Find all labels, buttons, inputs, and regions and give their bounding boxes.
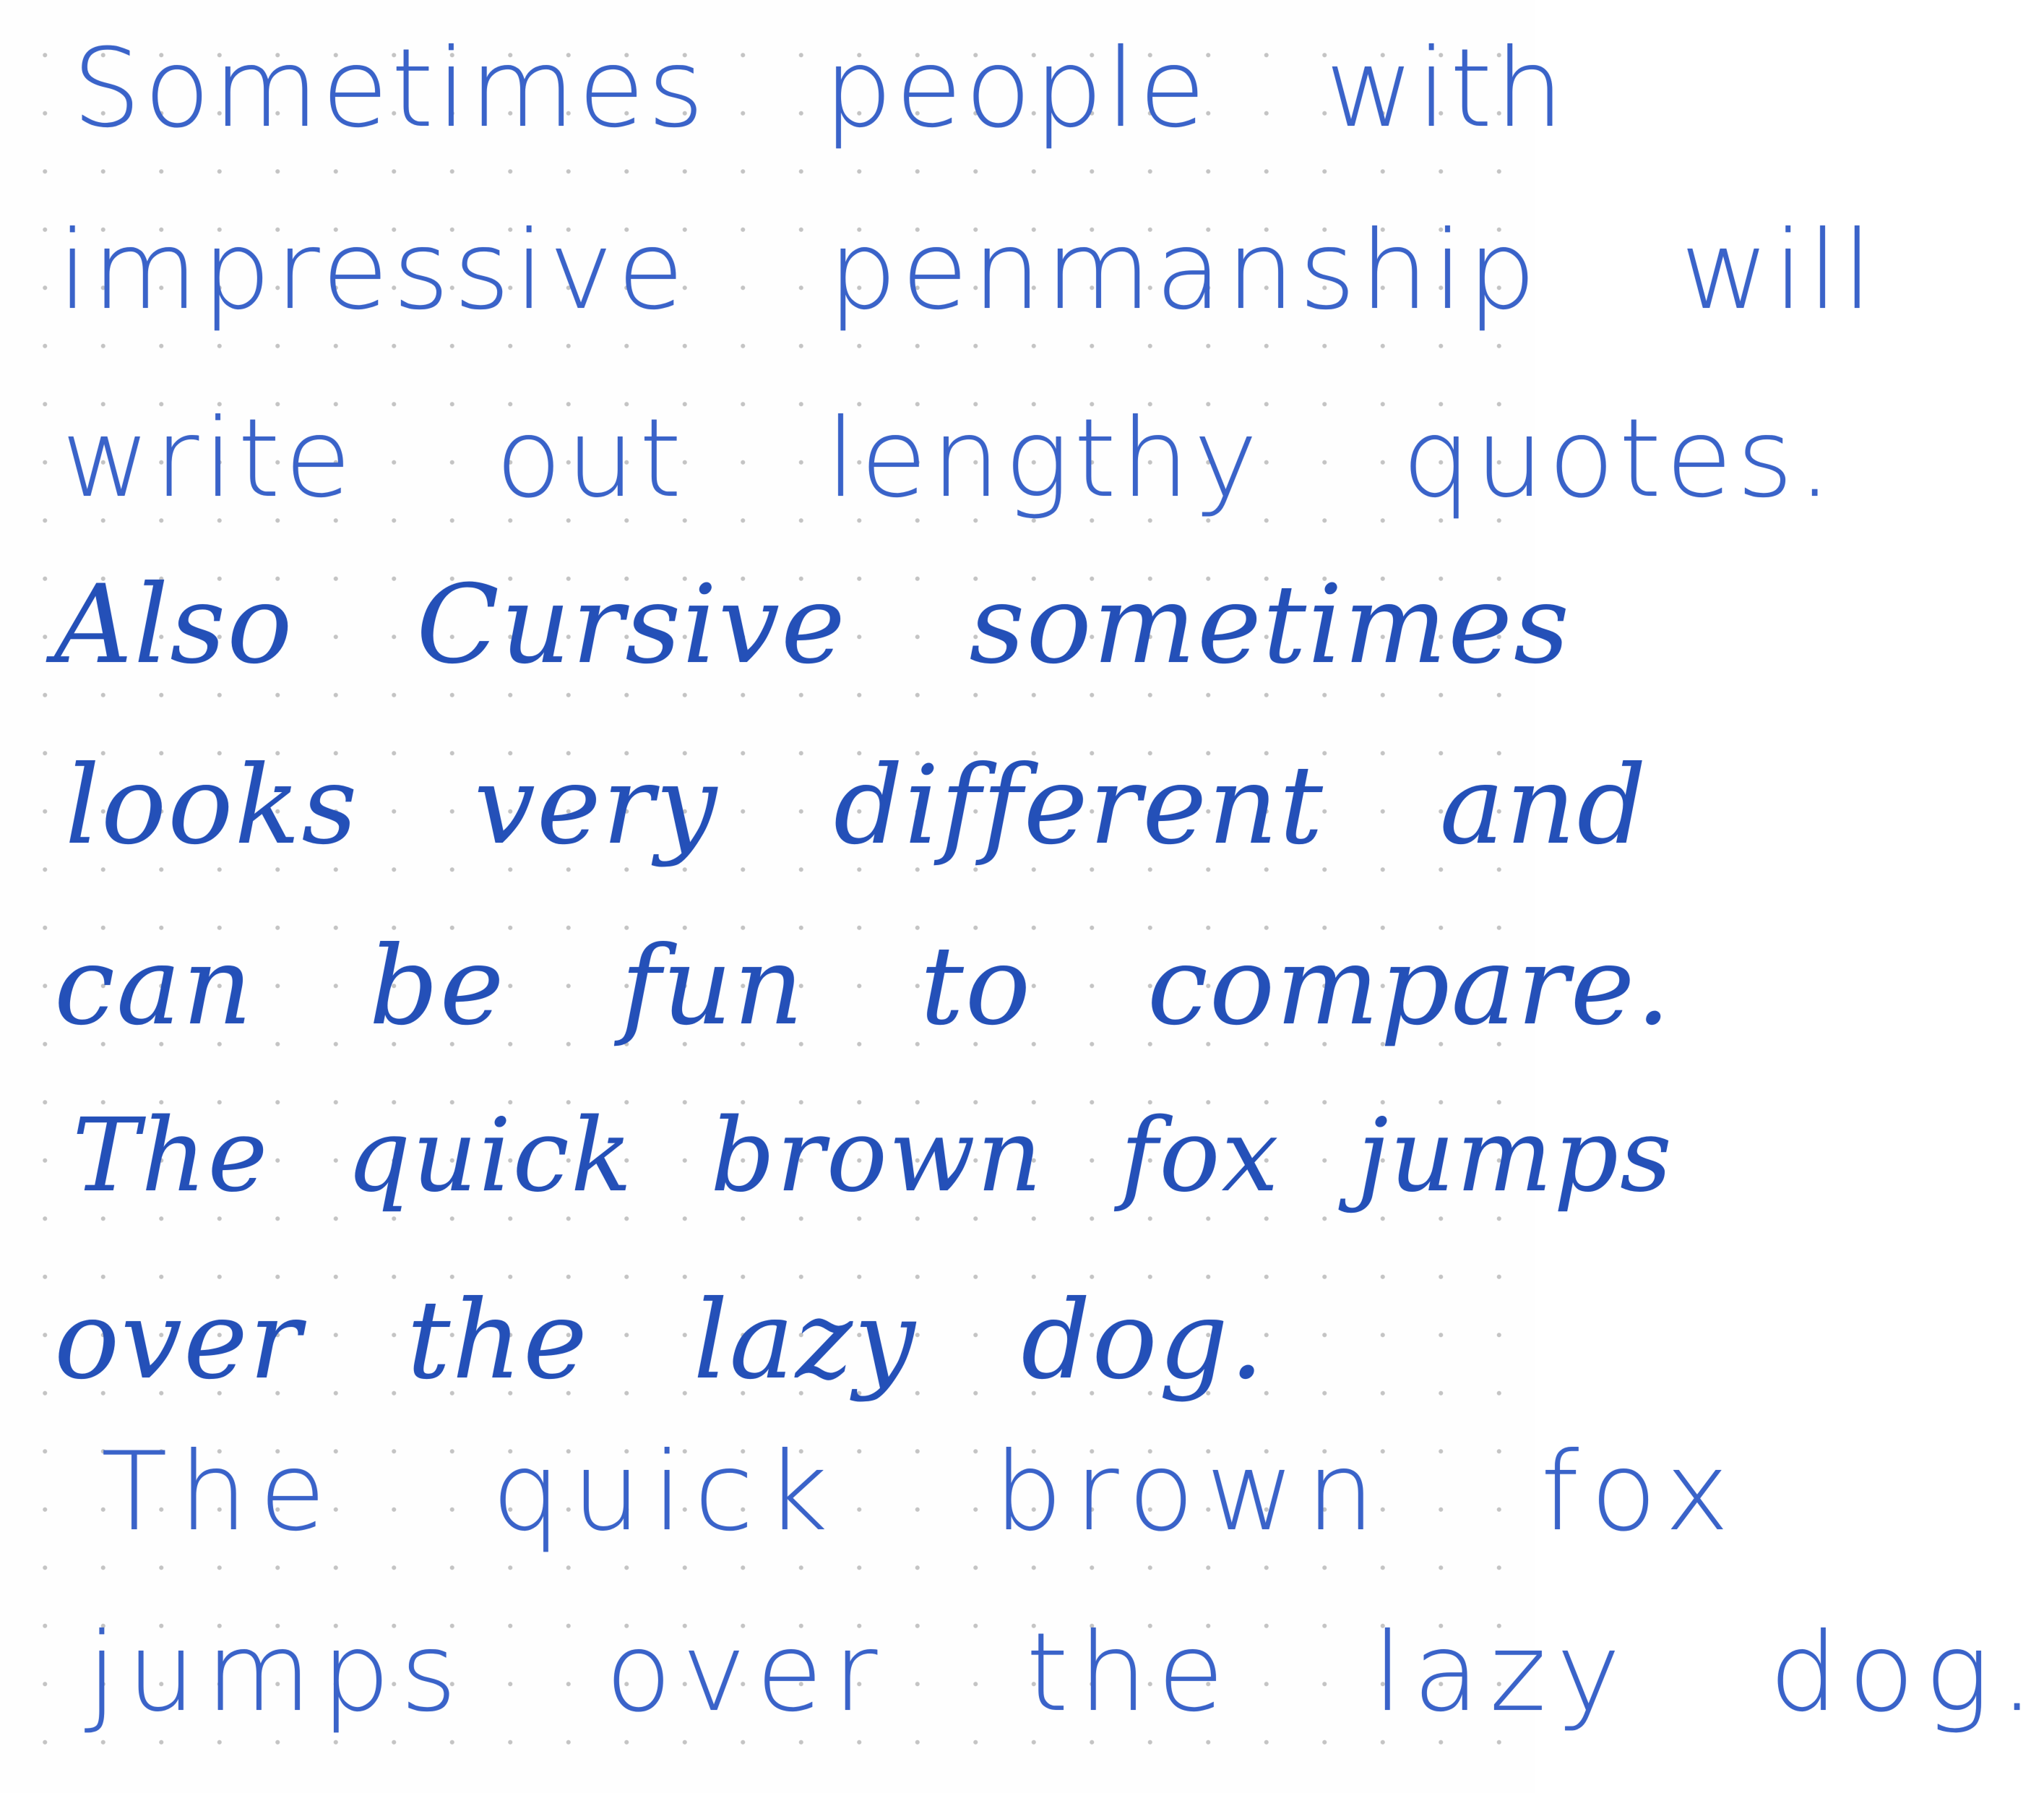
- handwritten-line-5: looks very different and: [65, 743, 1648, 869]
- handwritten-line-6: can be fun to compare.: [54, 924, 1673, 1049]
- handwritten-line-10: jumps over the lazy dog.: [87, 1610, 2044, 1736]
- handwritten-line-2: impressive penmanship will: [58, 208, 1877, 334]
- handwritten-line-8: over the lazy dog.: [54, 1278, 1266, 1403]
- handwritten-line-7: The quick brown fox jumps: [72, 1097, 1673, 1215]
- handwritten-line-1: Sometimes people with: [72, 26, 1567, 152]
- handwritten-line-3: write out lengthy quotes.: [61, 396, 1837, 522]
- handwritten-line-9: The quick brown fox: [101, 1429, 1741, 1555]
- handwritten-line-4: Also Cursive sometimes: [54, 562, 1571, 688]
